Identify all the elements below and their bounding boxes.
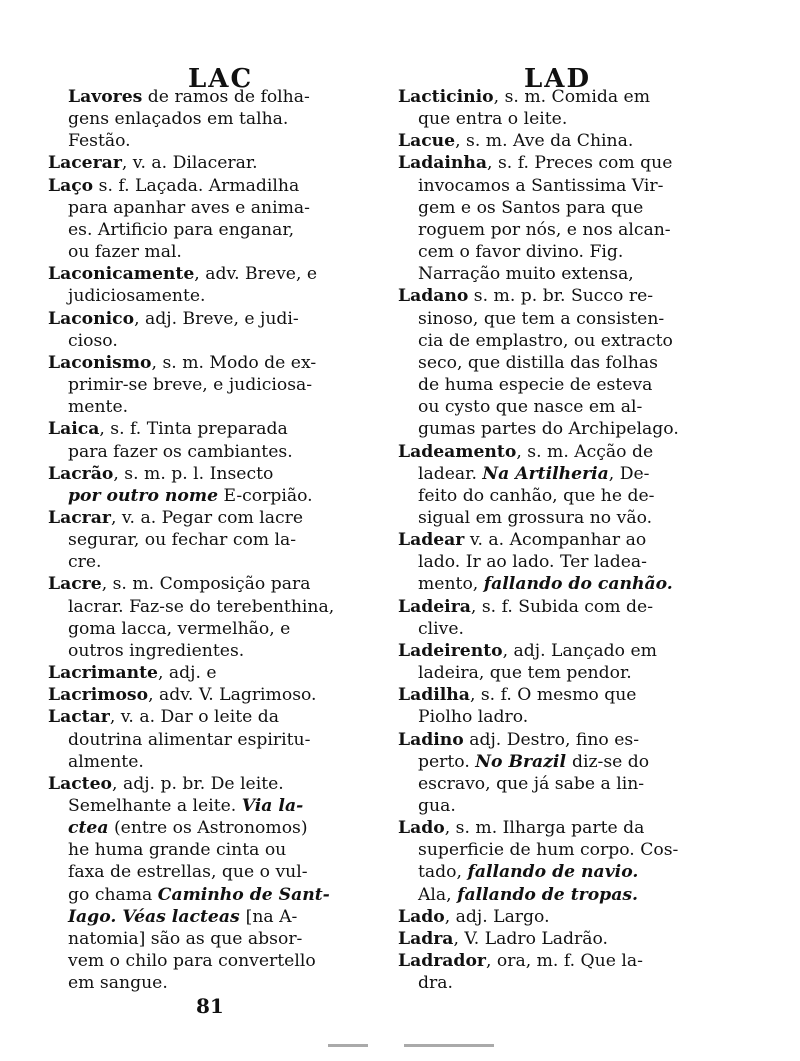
dictionary-entry: [48, 352, 380, 418]
dictionary-entry: [398, 729, 730, 818]
entry-line: superficie de hum corpo. Cos-: [418, 840, 679, 861]
headword: Ladeamento: [398, 441, 517, 462]
entry-line: perto. No Brazil diz-se do: [418, 751, 650, 772]
entry-line: cia de emplastro, ou extracto: [418, 330, 673, 351]
headword: Ladeirento: [398, 640, 503, 661]
headword: Lado: [398, 906, 445, 927]
headword: Lavores: [68, 87, 143, 107]
entry-line: ctea (entre os Astronomos): [68, 818, 308, 839]
entry-line: por outro nome E-corpião.: [68, 485, 313, 506]
dictionary-entry: [398, 950, 730, 994]
entry-line: cre.: [68, 552, 102, 573]
entry-line: gua.: [418, 796, 456, 816]
entry-line: cioso.: [68, 330, 118, 351]
entry-line: vem o chilo para convertello: [68, 951, 316, 972]
entry-line: Lacrar, v. a. Pegar com lacre: [48, 507, 304, 528]
headword: Ladano: [398, 286, 469, 307]
entry-line: segurar, ou fechar com la-: [68, 530, 297, 551]
dictionary-entry: [398, 596, 730, 640]
headword: Ladeira: [398, 596, 471, 617]
entry-line: Piolho ladro.: [418, 707, 529, 728]
headword: Ladra: [398, 928, 454, 949]
headword: Lado: [398, 818, 445, 839]
headword: Laica: [48, 419, 100, 440]
headword: Laconismo: [48, 352, 152, 373]
entry-line: natomia] são as que absor-: [68, 928, 303, 949]
headword: Laço: [48, 175, 94, 196]
entry-line: Lado, s. m. Ilharga parte da: [398, 818, 645, 839]
entry-line: Iago. Véas lacteas [na A-: [68, 906, 298, 927]
entry-line: goma lacca, vermelhão, e: [68, 618, 291, 639]
entry-line: Lacue, s. m. Ave da China.: [398, 131, 634, 152]
entry-line: primir-se breve, e judiciosa-: [68, 375, 313, 396]
entry-line: Ladino adj. Destro, fino es-: [398, 729, 640, 750]
entry-line: Lacrimante, adj. e: [48, 663, 217, 684]
dictionary-entry: [48, 308, 380, 352]
headword: Ladilha: [398, 685, 470, 706]
entry-line: Laço s. f. Laçada. Armadilha: [48, 175, 300, 196]
entry-line: Ladilha, s. f. O mesmo que: [398, 685, 637, 706]
entry-line: Lacticinio, s. m. Comida em: [398, 87, 651, 107]
entry-line: faxa de estrellas, que o vul-: [68, 862, 308, 883]
entry-line: Narração muito extensa,: [418, 264, 634, 285]
headword: Ladear: [398, 530, 465, 551]
entry-line: lado. Ir ao lado. Ter ladea-: [418, 552, 647, 573]
entry-line: tado, fallando de navio.: [418, 862, 639, 883]
headword: Laconicamente: [48, 264, 195, 285]
entry-line: Ladeira, s. f. Subida com de-: [398, 596, 654, 617]
headword: Lacue: [398, 131, 456, 152]
entry-line: Semelhante a leite. Via la-: [68, 796, 304, 816]
headword: Ladrador: [398, 951, 486, 972]
headword: Lacticinio: [398, 87, 494, 107]
dictionary-entry: [48, 662, 380, 684]
dictionary-entry: [398, 928, 730, 950]
headword: Lactar: [48, 707, 110, 728]
dictionary-entry: [398, 86, 730, 130]
entry-line: ladeira, que tem pendor.: [418, 663, 632, 684]
dictionary-entry: [48, 86, 380, 152]
entry-line: outros ingredientes.: [68, 640, 245, 661]
entry-line: Lacerar, v. a. Dilacerar.: [48, 153, 258, 174]
entry-line: Laconismo, s. m. Modo de ex-: [48, 352, 317, 373]
entry-line: he huma grande cinta ou: [68, 840, 287, 861]
headword: Lacrão: [48, 463, 114, 484]
dictionary-entry: [398, 529, 730, 595]
entry-line: doutrina alimentar espiritu-: [68, 729, 311, 750]
entry-line: Lacrão, s. m. p. l. Insecto: [48, 463, 274, 484]
entry-line: Lactar, v. a. Dar o leite da: [48, 707, 279, 728]
dictionary-entry: [48, 684, 380, 706]
entry-line: de huma especie de esteva: [418, 375, 653, 396]
entry-line: Lacteo, adj. p. br. De leite.: [48, 773, 284, 794]
entry-line: ladear. Na Artilheria, De-: [418, 463, 650, 484]
headword: Lacrimante: [48, 663, 158, 684]
dictionary-entry: [398, 441, 730, 530]
entry-line: clive.: [418, 618, 464, 639]
headword: Ladainha: [398, 153, 488, 174]
right-column-header: LAD: [524, 64, 592, 94]
entry-line: judiciosamente.: [68, 286, 206, 307]
dictionary-entry: [48, 152, 380, 174]
ink-smudge: [404, 1044, 494, 1047]
left-column: [48, 86, 380, 994]
dictionary-entry: [398, 130, 730, 152]
entry-line: ou cysto que nasce em al-: [418, 397, 643, 418]
entry-line: ou fazer mal.: [68, 242, 182, 263]
entry-line: Ala, fallando de tropas.: [418, 884, 638, 905]
headword: Lacrar: [48, 507, 111, 528]
headword: Ladino: [398, 729, 464, 750]
entry-line: mento, fallando do canhão.: [418, 574, 673, 595]
entry-line: Lavores de ramos de folha-: [68, 87, 310, 107]
page-number: 81: [196, 994, 224, 1018]
dictionary-entry: [398, 906, 730, 928]
headword: Lacerar: [48, 153, 122, 174]
dictionary-entry: [398, 684, 730, 728]
entry-line: Laconicamente, adv. Breve, e: [48, 264, 318, 285]
dictionary-entry: [398, 817, 730, 906]
entry-line: roguem por nós, e nos alcan-: [418, 219, 671, 240]
entry-line: Lado, adj. Largo.: [398, 906, 550, 927]
entry-line: escravo, que já sabe a lin-: [418, 773, 645, 794]
headword: Lacrimoso: [48, 685, 149, 706]
entry-line: sinoso, que tem a consisten-: [418, 308, 665, 329]
dictionary-entry: [48, 463, 380, 507]
entry-line: cem o favor divino. Fig.: [418, 242, 624, 263]
entry-line: gumas partes do Archipelago.: [418, 419, 679, 440]
entry-line: para fazer os cambiantes.: [68, 441, 293, 462]
headword: Laconico: [48, 308, 135, 329]
right-column: [398, 86, 730, 994]
entry-line: para apanhar aves e anima-: [68, 197, 310, 218]
entry-line: go chama Caminho de Sant-: [68, 884, 330, 905]
entry-line: Festão.: [68, 131, 131, 152]
entry-line: Ladano s. m. p. br. Succo re-: [398, 286, 654, 307]
dictionary-entry: [398, 640, 730, 684]
entry-line: feito do canhão, que he de-: [418, 485, 655, 506]
entry-line: Ladainha, s. f. Preces com que: [398, 153, 673, 174]
dictionary-entry: [48, 263, 380, 307]
entry-line: almente.: [68, 751, 144, 772]
dictionary-entry: [48, 418, 380, 462]
entry-line: mente.: [68, 397, 129, 418]
dictionary-entry: [398, 285, 730, 440]
dictionary-entry: [398, 152, 730, 285]
entry-line: gens enlaçados em talha.: [68, 109, 289, 130]
dictionary-entry: [48, 507, 380, 573]
ink-smudge: [328, 1044, 368, 1047]
dictionary-entry: [48, 773, 380, 995]
entry-line: Ladrador, ora, m. f. Que la-: [398, 951, 643, 972]
entry-line: Lacrimoso, adv. V. Lagrimoso.: [48, 685, 317, 706]
entry-line: dra.: [418, 973, 453, 994]
headword: Lacre: [48, 574, 102, 595]
entry-line: gem e os Santos para que: [418, 197, 644, 218]
dictionary-entry: [48, 706, 380, 772]
entry-line: Ladeamento, s. m. Acção de: [398, 441, 654, 462]
entry-line: Ladra, V. Ladro Ladrão.: [398, 928, 609, 949]
dictionary-entry: [48, 175, 380, 264]
entry-line: que entra o leite.: [418, 109, 568, 130]
entry-line: Laconico, adj. Breve, e judi-: [48, 308, 299, 329]
entry-line: es. Artificio para enganar,: [68, 219, 295, 240]
entry-line: Ladear v. a. Acompanhar ao: [398, 530, 647, 551]
left-column-header: LAC: [188, 64, 254, 94]
entry-line: seco, que distilla das folhas: [418, 352, 658, 373]
headword: Lacteo: [48, 773, 113, 794]
entry-line: Lacre, s. m. Composição para: [48, 574, 311, 595]
entry-line: Laica, s. f. Tinta preparada: [48, 419, 288, 440]
entry-line: sigual em grossura no vão.: [418, 507, 653, 528]
dictionary-entry: [48, 573, 380, 662]
entry-line: invocamos a Santissima Vir-: [418, 175, 664, 196]
entry-line: em sangue.: [68, 973, 168, 994]
entry-line: Ladeirento, adj. Lançado em: [398, 640, 657, 661]
entry-line: lacrar. Faz-se do terebenthina,: [68, 596, 335, 617]
